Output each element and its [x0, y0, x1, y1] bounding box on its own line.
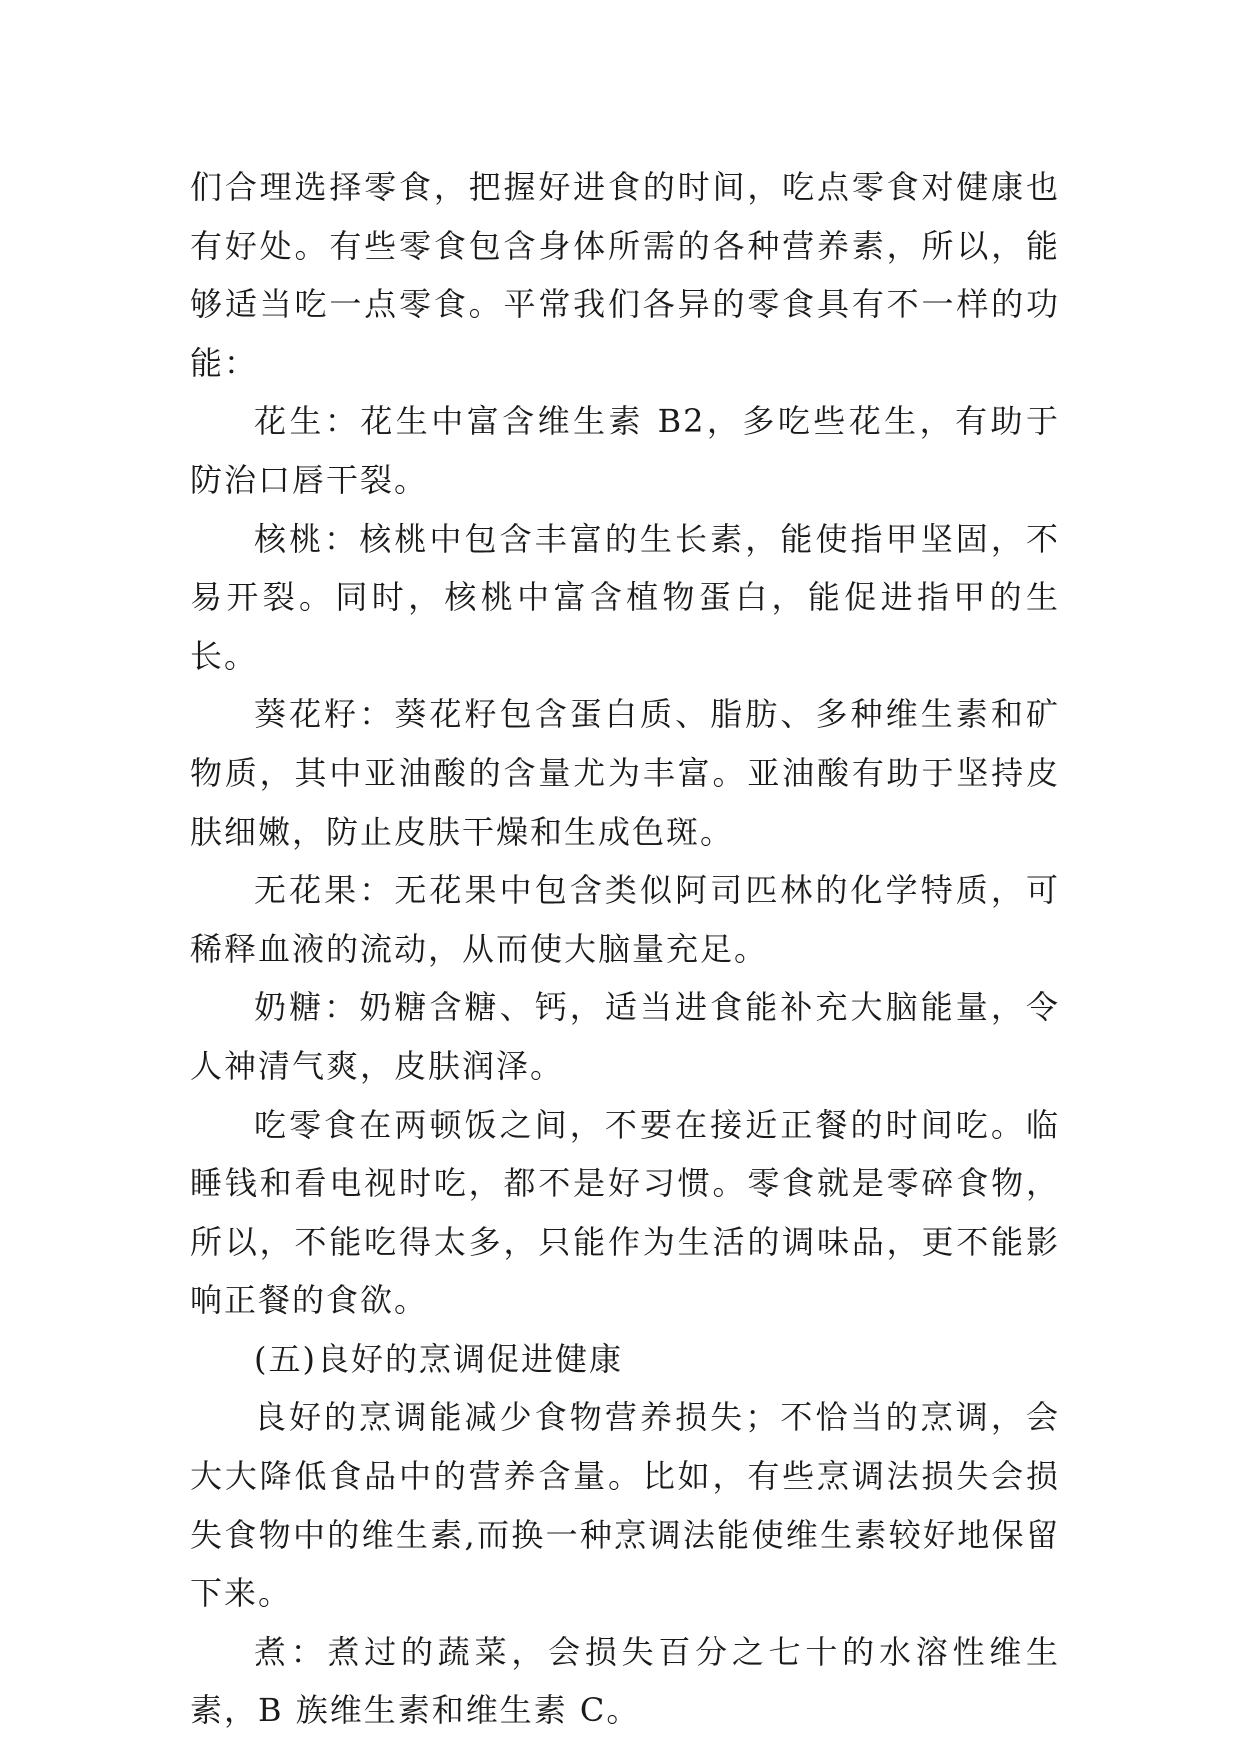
paragraph-snacks-intro: 们合理选择零食，把握好进食的时间，吃点零食对健康也有好处。有些零食包含身体所需的各种营养素，所以，能够适当吃一点零食。平常我们各异的零食具有不一样的功能：: [190, 168, 1060, 382]
paragraph-sunflower-seed: 葵花籽：葵花籽包含蛋白质、脂肪、多种维生素和矿物质，其中亚油酸的含量尤为丰富。亚油酸有助于坚持皮肤细嫩，防止皮肤干燥和生成色斑。: [190, 695, 1060, 851]
paragraph-boiling: 煮：煮过的蔬菜，会损失百分之七十的水溶性维生素，B 族维生素和维生素 C。: [190, 1632, 1060, 1730]
paragraph-milk-candy: 奶糖：奶糖含糖、钙，适当进食能补充大脑能量，令人神清气爽，皮肤润泽。: [190, 988, 1060, 1085]
paragraph-peanut: 花生：花生中富含维生素 B2，多吃些花生，有助于防治口唇干裂。: [190, 402, 1060, 499]
paragraph-fig: 无花果：无花果中包含类似阿司匹林的化学特质，可稀释血液的流动，从而使大脑量充足。: [190, 871, 1060, 968]
paragraph-snack-timing: 吃零食在两顿饭之间，不要在接近正餐的时间吃。临睡钱和看电视时吃，都不是好习惯。零食就是零碎食物，所以，不能吃得太多，只能作为生活的调味品，更不能影响正餐的食欲。: [190, 1105, 1060, 1320]
section-heading-cooking: (五)良好的烹调促进健康: [254, 1339, 623, 1378]
document-body: [190, 158, 1060, 1740]
paragraph-cooking-intro: 良好的烹调能减少食物营养损失；不恰当的烹调，会大大降低食品中的营养含量。比如，有些烹调法损失会损失食物中的维生素,而换一种烹调法能使维生素较好地保留下来。: [190, 1398, 1060, 1613]
paragraph-walnut: 核桃：核桃中包含丰富的生长素，能使指甲坚固，不易开裂。同时，核桃中富含植物蛋白，能促进指甲的生长。: [190, 519, 1060, 675]
